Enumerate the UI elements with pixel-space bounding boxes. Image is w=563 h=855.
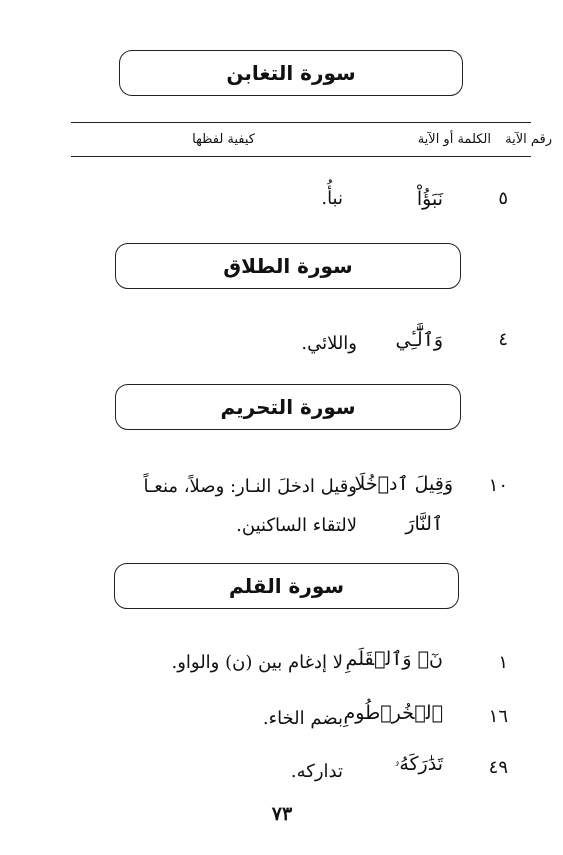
pronunciation-text: واللائي.: [301, 333, 357, 354]
surah-title-tahrim: [115, 384, 461, 430]
surah-title-text: سورة الطلاق: [223, 254, 353, 278]
ayah-number: ١: [498, 652, 508, 673]
surah-title-taghabun: [119, 50, 463, 96]
ayah-number: ٥: [498, 188, 508, 209]
ayah-number: ١٠: [488, 475, 508, 496]
pronunciation-text: نبأُ.: [321, 188, 343, 209]
pronunciation-text: وقيل ادخلَ النـار: وصلاً، منعـاً: [143, 476, 357, 497]
page-number: ٧٣: [271, 803, 293, 825]
surah-title-talaq: [115, 243, 461, 289]
header-top-rule: [71, 122, 531, 123]
surah-title-text: سورة التحريم: [220, 395, 356, 419]
surah-title-qalam: [114, 563, 459, 609]
quran-word: ٱلنَّارَ: [405, 513, 443, 535]
pronunciation-text: لا إدغام بين (ن) والواو.: [171, 652, 343, 673]
surah-title-text: سورة التغابن: [226, 61, 356, 85]
header-bottom-rule: [71, 156, 531, 157]
quran-word: نٓۚ وَٱلۡقَلَمِ: [345, 648, 443, 670]
quran-word: وَقِيلَ ٱدۡخُلَا: [354, 473, 453, 495]
ayah-number: ٤: [498, 329, 508, 350]
quran-word: ٱلۡخُرۡطُومِ: [343, 702, 443, 724]
quran-word: تَدَٰرَكَهُۥ: [394, 753, 443, 775]
ayah-number: ٤٩: [488, 757, 508, 778]
header-pronunciation: كيفية لفظها: [192, 132, 255, 147]
quran-word: نَبَؤُاْ: [416, 188, 443, 210]
quran-word: وَٱلَّٰٓـِٔي: [395, 329, 443, 351]
pronunciation-text: بضم الخاء.: [262, 708, 343, 729]
pronunciation-text: تداركه.: [290, 761, 343, 782]
header-ayah-number: رقم الآية: [505, 132, 552, 147]
ayah-number: ١٦: [488, 706, 508, 727]
pronunciation-text: لالتقاء الساكنين.: [236, 515, 357, 536]
surah-title-text: سورة القلم: [228, 574, 345, 598]
header-word-or-ayah: الكلمة أو الآية: [417, 132, 491, 147]
